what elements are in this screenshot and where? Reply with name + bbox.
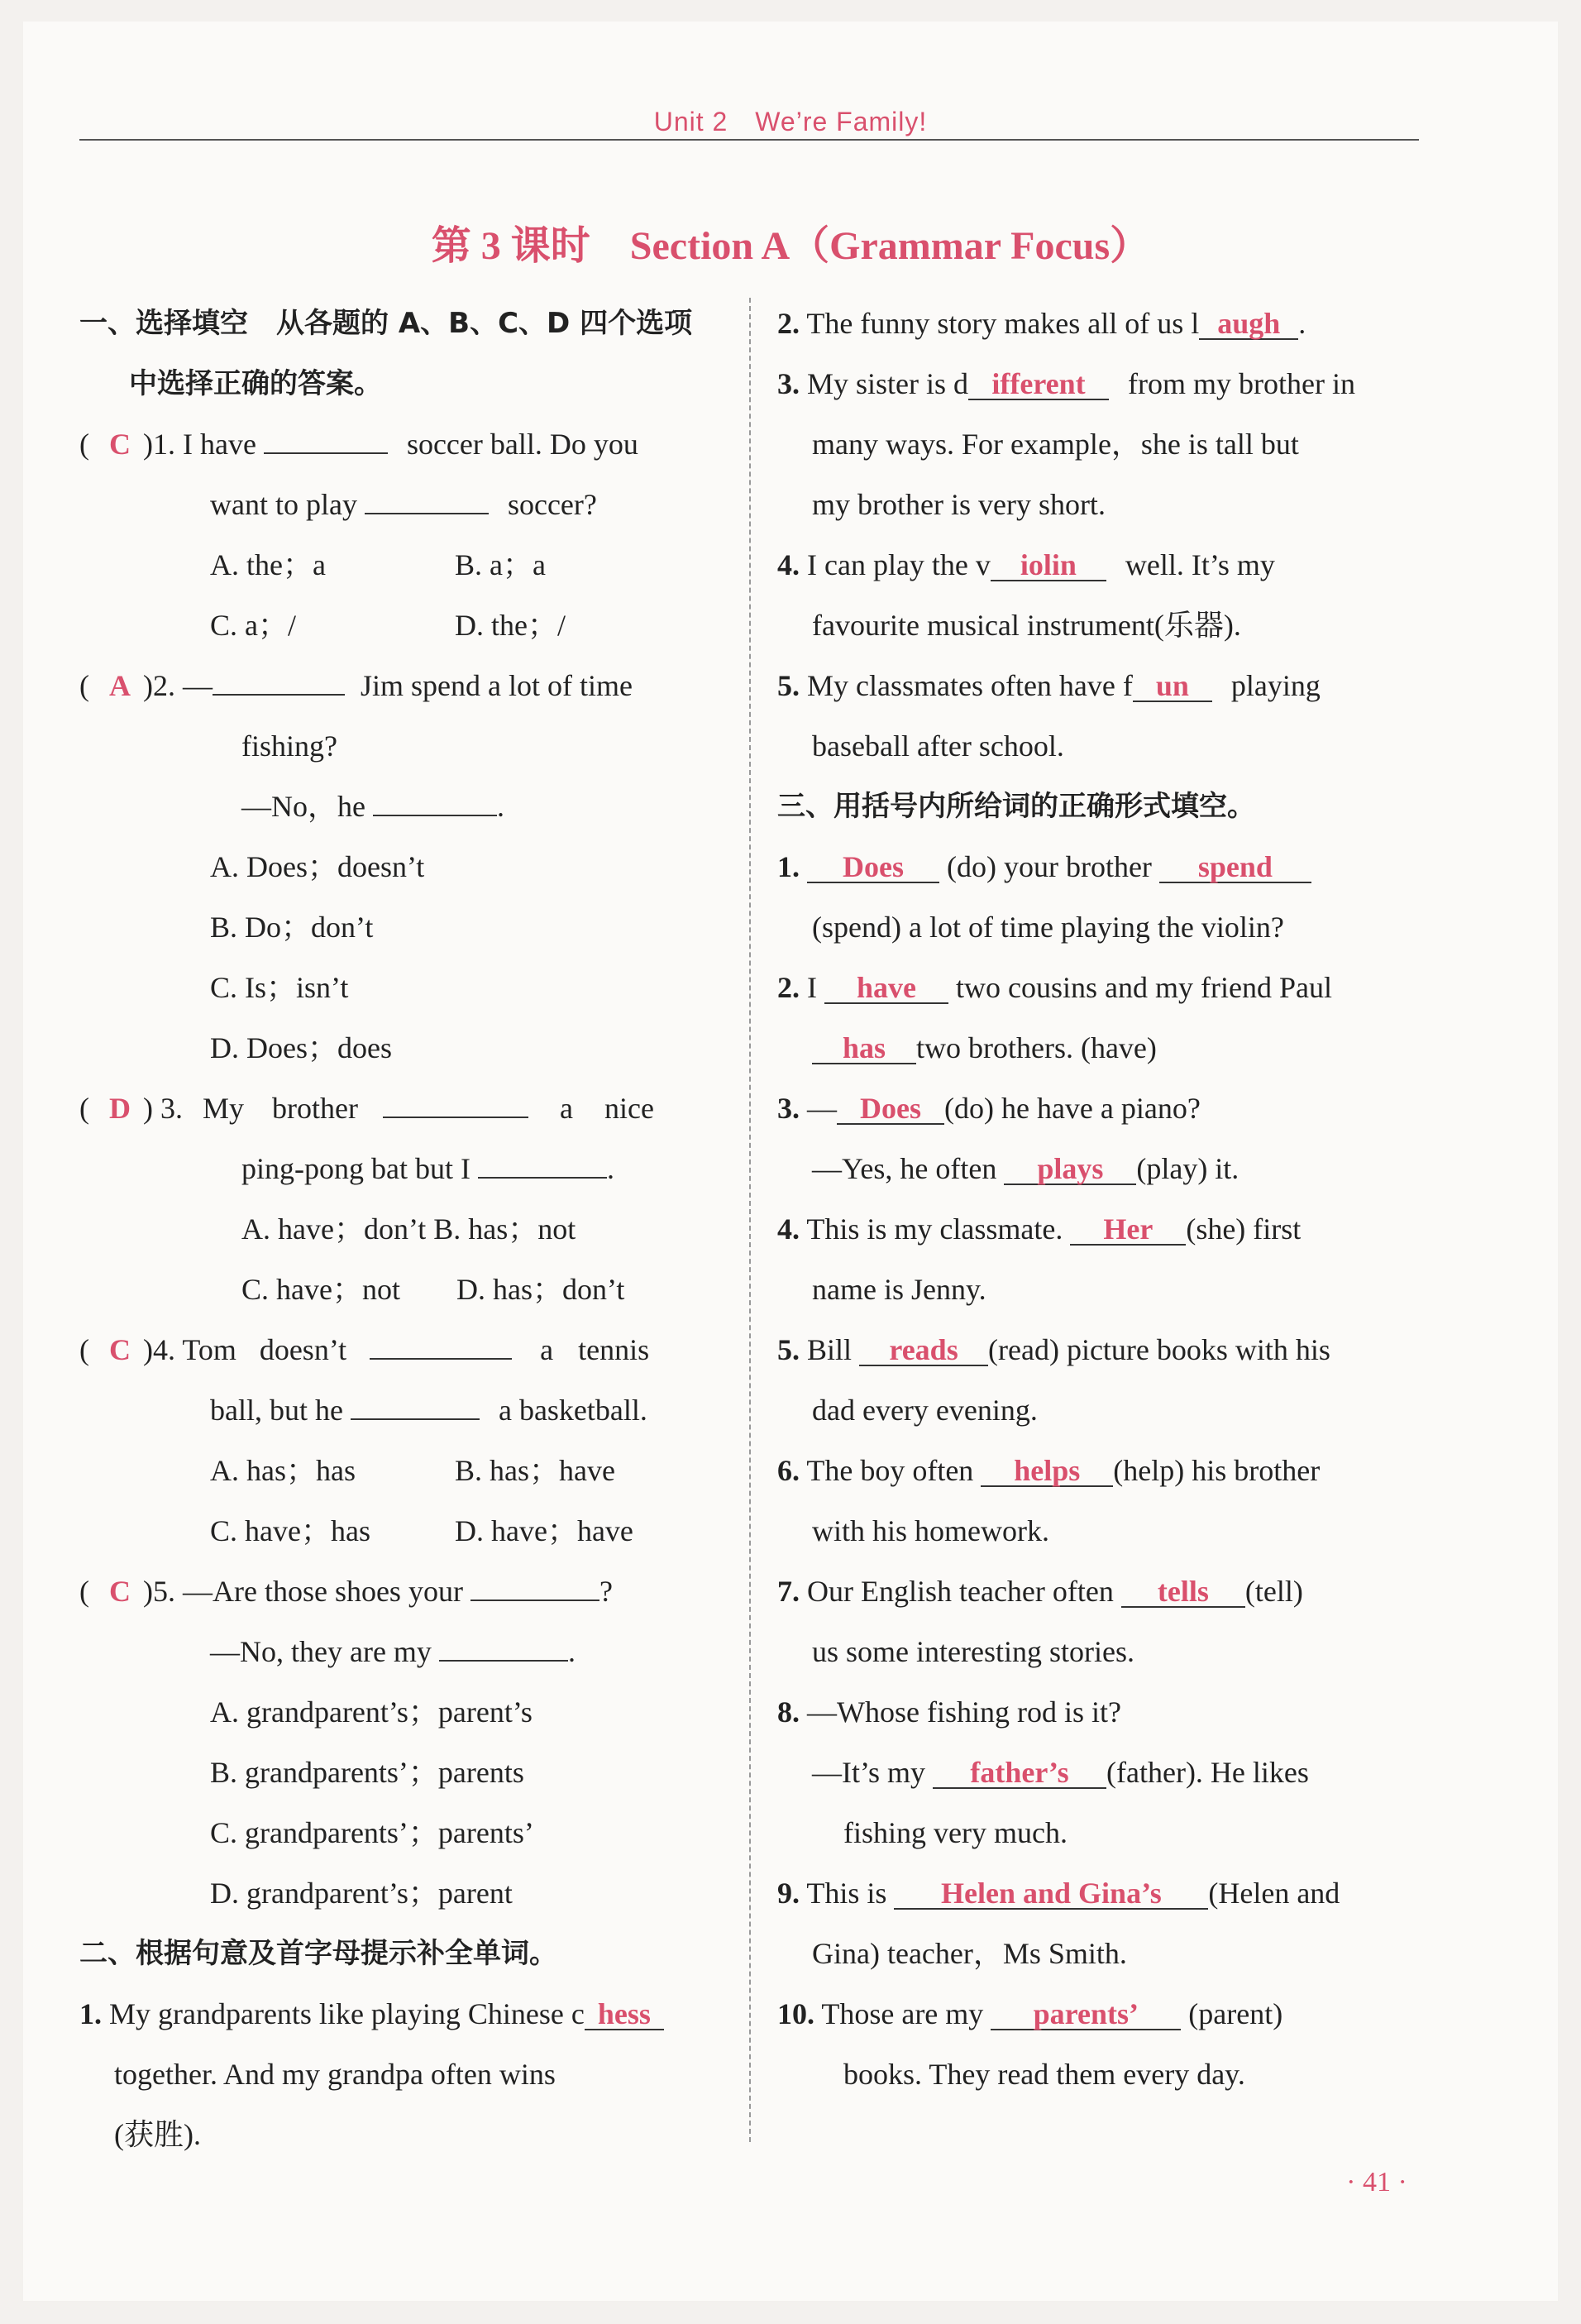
question-4: ( C )4. Tom doesn’t a tennis <box>79 1320 724 1380</box>
fill-question-5: 5. My classmates often have f un playing <box>777 669 1321 702</box>
lesson-title: 第 3 课时 Section A（Grammar Focus） <box>431 224 1150 268</box>
answer-fill[interactable]: have <box>824 973 948 1004</box>
fill-question-4: 4. I can play the v iolin well. It’s my <box>777 548 1275 581</box>
form-question-4: 4. This is my classmate. Her (she) first <box>777 1212 1302 1246</box>
answer-choice: C <box>109 428 131 461</box>
answer-fill[interactable]: Does <box>807 852 939 883</box>
answer-fill[interactable]: un <box>1133 671 1212 702</box>
section1-heading: 一、选择填空 从各题的 A、B、C、D 四个选项 <box>79 307 693 340</box>
fill-question-1: 1. My grandparents like playing Chinese c hess <box>79 1984 724 2044</box>
section1-heading-line2: 中选择正确的答案。 <box>129 367 382 400</box>
unit-header: Unit 2 We’re Family! <box>653 107 928 136</box>
question-1: ( C )1. I have soccer ball. Do you <box>79 414 724 475</box>
question-5: ( C )5. —Are those shoes your ? <box>79 1561 724 1622</box>
section2-heading: 二、根据句意及首字母提示补全单词。 <box>79 1937 557 1970</box>
page-number: · 41 · <box>1346 2167 1407 2197</box>
answer-fill[interactable]: Does <box>837 1093 944 1125</box>
form-question-8: 8. —Whose fishing rod is it? <box>777 1695 1121 1729</box>
form-question-5: 5. Bill reads (read) picture books with his <box>777 1333 1330 1366</box>
answer-fill[interactable]: tells <box>1121 1576 1245 1608</box>
option-c: C. have；has <box>210 1514 370 1547</box>
fill-question-2: 2. The funny story makes all of us l augh . <box>777 307 1306 340</box>
answer-fill[interactable]: has <box>812 1033 916 1064</box>
form-question-3: 3. — Does (do) he have a piano? <box>777 1092 1201 1125</box>
form-question-1: 1. Does (do) your brother spend <box>777 837 1424 897</box>
answer-fill[interactable]: parents’ <box>991 1999 1181 2030</box>
answer-blank[interactable] <box>370 1333 512 1360</box>
question-2: ( A )2. — Jim spend a lot of time <box>79 656 724 716</box>
option-b: B. grandparents’；parents <box>210 1756 524 1789</box>
answer-fill[interactable]: ifferent <box>968 369 1109 400</box>
form-question-9: 9. This is Helen and Gina’s (Helen and <box>777 1877 1340 1910</box>
answer-blank[interactable] <box>365 488 489 514</box>
fill-question-3: 3. My sister is d ifferent from my brother in <box>777 367 1355 400</box>
answer-blank[interactable] <box>383 1092 528 1118</box>
answer-fill[interactable]: father’s <box>933 1757 1106 1789</box>
option-a: A. has；has <box>210 1454 356 1487</box>
answer-fill[interactable]: augh <box>1199 308 1298 340</box>
answer-fill[interactable]: hess <box>585 1999 664 2030</box>
answer-blank[interactable] <box>439 1635 568 1662</box>
answer-fill[interactable]: Her <box>1070 1214 1186 1246</box>
answer-fill[interactable]: reads <box>859 1335 988 1366</box>
answer-blank[interactable] <box>373 790 497 816</box>
option-a: A. the；a <box>210 548 326 581</box>
option-b: B. has；have <box>455 1454 615 1487</box>
form-question-6: 6. The boy often helps (help) his brother <box>777 1454 1321 1487</box>
answer-fill[interactable]: Helen and Gina’s <box>894 1878 1208 1910</box>
answer-fill[interactable]: plays <box>1004 1154 1136 1185</box>
option-d: D. have；have <box>455 1514 633 1547</box>
option-d: D. grandparent’s；parent <box>210 1877 513 1910</box>
answer-fill[interactable]: spend <box>1159 852 1311 883</box>
option-d: D. Does；does <box>210 1031 392 1064</box>
option-ab: A. have；don’t B. has；not <box>241 1212 576 1246</box>
answer-blank[interactable] <box>351 1394 480 1420</box>
option-b: B. Do；don’t <box>210 911 374 944</box>
option-c: C. Is；isn’t <box>210 971 349 1004</box>
form-question-10: 10. Those are my parents’ (parent) <box>777 1997 1283 2030</box>
answer-blank[interactable] <box>264 428 388 454</box>
right-column: 2. The funny story makes all of us l augh . 3. My sister is d ifferent from my brother in many ways. For example，she is tall but my brother is very short. 4. I can play the v iolin well. It’s my favourite musical instrument(乐器). 5. My classmates often have f un playing baseball after school. 三、用括号内所给词的正确形式填空。 1. Does (do) your brother spend (spend) a lot of time playing the violin? 2. I have two cousins and my friend Paul has two brothers. (have) 3. — Does (do) he have a piano? —Yes, he often plays (play) it. 4. This is my classmate. Her (she) first name is Jenny. 5. Bill reads (read) picture books with his dad every evening. 6. The boy often helps (help) his brother with his homework. 7. Our English teacher often tells (tell) us some interesting stories. 8. —Whose fishing rod is it? —It’s my father’s (father). He likes fishing very much. 9. This is Helen and Gina’s (Helen and Gina) teacher，Ms Smith. 10. Those are my parents’ (parent) books. They read them every day. <box>777 294 1424 2105</box>
answer-choice: D <box>109 1092 131 1125</box>
option-c: C. grandparents’；parents’ <box>210 1816 534 1849</box>
option-b: B. a；a <box>455 548 546 581</box>
option-c: C. have；not <box>241 1273 400 1306</box>
option-d: D. the；/ <box>455 609 566 642</box>
answer-choice: A <box>109 669 131 702</box>
answer-choice: C <box>109 1575 131 1608</box>
column-divider <box>749 298 751 2142</box>
answer-blank[interactable] <box>478 1152 607 1179</box>
answer-blank[interactable] <box>213 669 345 696</box>
answer-choice: C <box>109 1333 131 1366</box>
answer-fill[interactable]: helps <box>981 1456 1113 1487</box>
option-a: A. grandparent’s；parent’s <box>210 1695 533 1729</box>
header-divider <box>79 139 1419 141</box>
option-d: D. has；don’t <box>456 1273 625 1306</box>
option-a: A. Does；doesn’t <box>210 850 425 883</box>
form-question-2: 2. I have two cousins and my friend Paul <box>777 971 1332 1004</box>
question-3: ( D ) 3. My brother a nice <box>79 1078 724 1139</box>
section3-heading: 三、用括号内所给词的正确形式填空。 <box>777 790 1255 823</box>
form-question-7: 7. Our English teacher often tells (tell) <box>777 1575 1303 1608</box>
answer-blank[interactable] <box>470 1575 599 1601</box>
answer-fill[interactable]: iolin <box>991 550 1106 581</box>
option-c: C. a；/ <box>210 609 296 642</box>
left-column: 一、选择填空 从各题的 A、B、C、D 四个选项 中选择正确的答案。 ( C )1. I have soccer ball. Do you want to play soccer? A. the；a B. a；a C. a；/ D. the；/ ( A )2. — Jim spend a lot of time fishing? —No，he . A. Does；doesn’t B. Do；don’t C. Is；isn’t D. Does；does ( D ) 3. My brother a nice ping-pong bat but I . A. have；don’t B. has；not C. have；not D. has；don’t ( C )4. Tom doesn’t a tennis ball, but he a basketball. A. has；has B. has；have C. have；has D. have；have ( C )5. —Are those shoes your ? —No, they are my . A. grandparent’s；parent’s B. grandparents’；parents C. grandparents’；parents’ D. grandparent’s；parent 二、根据句意及首字母提示补全单词。 1. My grandparents like playing Chinese c hess together. And my grandpa often wins (获胜). <box>79 294 724 2165</box>
